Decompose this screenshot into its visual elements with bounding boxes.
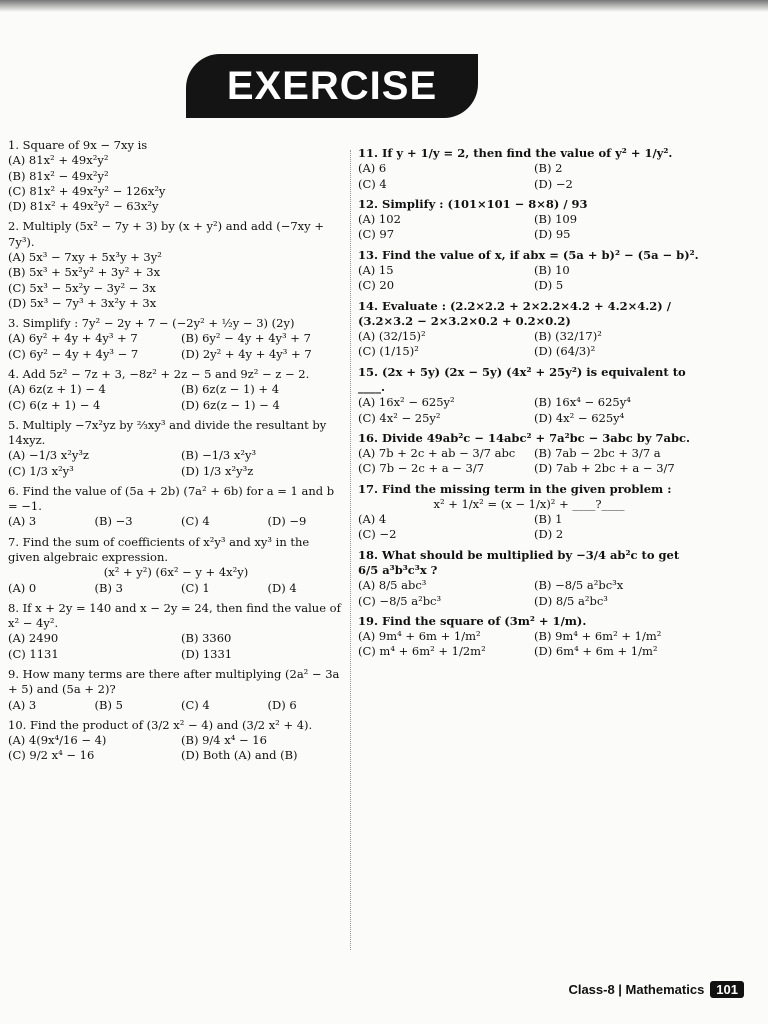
option: (A) 9m⁴ + 6m + 1/m² — [358, 629, 481, 644]
option: (B) 81x² − 49x²y² — [8, 168, 109, 183]
option: (D) −9 — [267, 514, 307, 529]
question-text: 7. Find the sum of coefficients of x²y³ and xy³ in the given algebraic expression. — [8, 534, 310, 565]
question — [8, 484, 344, 530]
question-text: 15. (2x + 5y) (2x − 5y) (4x² + 25y²) is equivalent to ____. — [358, 364, 686, 394]
option: (D) −2 — [534, 176, 573, 191]
question — [358, 482, 700, 543]
option: (D) 2 — [534, 527, 564, 542]
question-text: 10. Find the product of (3/2 x² − 4) and (3/2 x² + 4). — [8, 717, 313, 732]
option: (A) 6 — [358, 161, 387, 176]
options — [358, 578, 700, 609]
footer-label: Class-8 | Mathematics — [568, 982, 705, 997]
option: (B) 3360 — [181, 631, 232, 646]
option: (C) 6(z + 1) − 4 — [8, 397, 101, 412]
question — [8, 418, 344, 479]
option: (B) 3 — [94, 580, 123, 595]
option: (A) 4(9x⁴/16 − 4) — [8, 733, 107, 748]
question — [358, 431, 700, 477]
option: (D) 7ab + 2bc + a − 3/7 — [534, 461, 675, 476]
options — [358, 446, 700, 477]
options — [8, 581, 344, 596]
option: (A) 2490 — [8, 631, 59, 646]
options — [8, 514, 344, 529]
option: (C) 4 — [358, 176, 387, 191]
question-text: 4. Add 5z² − 7z + 3, −8z² + 2z − 5 and 9z² − z − 2. — [8, 366, 310, 381]
option: (A) 6y² + 4y + 4y³ + 7 — [8, 331, 138, 346]
option: (D) 1331 — [181, 646, 233, 661]
options — [358, 395, 700, 426]
option: (C) 6y² − 4y + 4y³ − 7 — [8, 346, 139, 361]
option: (C) 1/3 x²y³ — [8, 463, 74, 478]
option: (A) 102 — [358, 212, 401, 227]
option: (A) 5x³ − 7xy + 5x³y + 3y² — [8, 249, 162, 264]
question-text: 14. Evaluate : (2.2×2.2 + 2×2.2×4.2 + 4.2×4.2) / (3.2×3.2 − 2×3.2×0.2 + 0.2×0.2) — [358, 298, 671, 328]
option: (B) −1/3 x²y³ — [181, 448, 257, 463]
option: (C) 4 — [181, 514, 210, 529]
question — [358, 365, 700, 426]
option: (A) 81x² + 49x²y² — [8, 153, 109, 168]
option: (B) 7ab − 2bc + 3/7 a — [534, 446, 661, 461]
option: (D) 5x³ − 7y³ + 3x²y + 3x — [8, 295, 157, 310]
option: (D) 1/3 x²y³z — [181, 463, 254, 478]
question-text: 11. If y + 1/y = 2, then find the value of y² + 1/y². — [358, 146, 673, 160]
option: (B) 1 — [534, 512, 563, 527]
option: (A) 4 — [358, 512, 387, 527]
option: (C) 9/2 x⁴ − 16 — [8, 748, 95, 763]
option: (D) 6 — [267, 697, 297, 712]
option: (A) 16x² − 625y² — [358, 395, 455, 410]
question — [8, 718, 344, 764]
option: (B) 109 — [534, 212, 578, 227]
question-text: 3. Simplify : 7y² − 2y + 7 − (−2y² + ½y − 3) (2y) — [8, 316, 295, 331]
question — [8, 219, 344, 311]
option: (D) 81x² + 49x²y² − 63x²y — [8, 199, 159, 214]
options — [358, 512, 700, 543]
options — [8, 382, 344, 413]
question-text: 18. What should be multiplied by −3/4 ab²c to get 6/5 a³b³c³x ? — [358, 547, 680, 578]
option: (A) 3 — [8, 514, 37, 529]
question — [8, 535, 344, 596]
question — [358, 146, 700, 192]
option: (B) 9/4 x⁴ − 16 — [181, 733, 267, 748]
option: (D) 4x² − 625y⁴ — [534, 410, 625, 425]
option: (D) 8/5 a²bc³ — [534, 593, 608, 608]
option: (B) (32/17)² — [534, 329, 602, 344]
option: (C) m⁴ + 6m² + 1/2m² — [358, 644, 486, 659]
option: (C) −2 — [358, 527, 397, 542]
page-shadow — [0, 0, 768, 12]
options — [358, 629, 700, 660]
question-text: 5. Multiply −7x²yz by ⅔xy³ and divide the resultant by 14xyz. — [8, 417, 327, 448]
question-text: 16. Divide 49ab²c − 14abc² + 7a²bc − 3abc by 7abc. — [358, 430, 691, 445]
option: (B) −8/5 a²bc³x — [534, 578, 624, 593]
question-expression: x² + 1/x² = (x − 1/x)² + ____?____ — [433, 496, 625, 511]
option: (B) 5x³ + 5x²y² + 3y² + 3x — [8, 265, 161, 280]
option: (B) 6z(z − 1) + 4 — [181, 382, 280, 397]
option: (A) (32/15)² — [358, 329, 426, 344]
question-text: 8. If x + 2y = 140 and x − 2y = 24, then find the value of x² − 4y². — [8, 600, 341, 631]
option: (C) 4x² − 25y² — [358, 410, 441, 425]
option: (C) 20 — [358, 278, 395, 293]
option: (B) 9m⁴ + 6m² + 1/m² — [534, 629, 662, 644]
options — [358, 329, 700, 360]
question-text: 9. How many terms are there after multiplying (2a² − 3a + 5) and (5a + 2)? — [8, 667, 340, 697]
question-text: 13. Find the value of x, if abx = (5a + b)² − (5a − b)². — [358, 247, 699, 262]
option: (B) 10 — [534, 262, 570, 277]
option: (A) 7b + 2c + ab − 3/7 abc — [358, 446, 516, 461]
options — [8, 698, 344, 713]
right-column — [358, 146, 700, 665]
options — [8, 733, 344, 764]
options — [358, 263, 700, 294]
option: (D) (64/3)² — [534, 344, 596, 359]
option: (C) 7b − 2c + a − 3/7 — [358, 461, 485, 476]
question-text: 1. Square of 9x − 7xy is — [8, 138, 148, 152]
option: (A) 0 — [8, 580, 37, 595]
column-divider — [350, 150, 351, 950]
option: (B) 6y² − 4y + 4y³ + 7 — [181, 331, 311, 346]
question — [358, 548, 700, 609]
options — [358, 161, 700, 192]
option: (D) 6z(z − 1) − 4 — [181, 397, 280, 412]
question — [358, 614, 700, 660]
options — [8, 250, 344, 311]
question — [8, 667, 344, 713]
options — [8, 153, 344, 214]
question-expression: (x² + y²) (6x² − y + 4x²y) — [103, 565, 249, 580]
option: (C) 1131 — [8, 646, 59, 661]
question-text: 19. Find the square of (3m² + 1/m). — [358, 613, 587, 628]
options — [8, 448, 344, 479]
option: (D) Both (A) and (B) — [181, 748, 298, 763]
option: (D) 95 — [534, 227, 571, 242]
question — [8, 138, 344, 214]
option: (A) 8/5 abc³ — [358, 578, 427, 593]
question — [8, 316, 344, 362]
option: (A) 3 — [8, 697, 37, 712]
option: (C) (1/15)² — [358, 344, 419, 359]
option: (C) 97 — [358, 227, 395, 242]
options — [8, 631, 344, 662]
option: (B) 16x⁴ − 625y⁴ — [534, 395, 631, 410]
question-text: 17. Find the missing term in the given problem : — [358, 481, 672, 496]
question-text: 6. Find the value of (5a + 2b) (7a² + 6b) for a = 1 and b = −1. — [8, 483, 335, 514]
question — [8, 367, 344, 413]
option: (B) 5 — [94, 697, 123, 712]
option: (C) 5x³ − 5x²y − 3y² − 3x — [8, 280, 156, 295]
option: (A) −1/3 x²y³z — [8, 448, 89, 463]
option: (D) 6m⁴ + 6m + 1/m² — [534, 644, 658, 659]
option: (C) 81x² + 49x²y² − 126x²y — [8, 183, 166, 198]
option: (D) 4 — [267, 580, 297, 595]
option: (D) 2y² + 4y + 4y³ + 7 — [181, 346, 312, 361]
exercise-banner — [186, 54, 478, 118]
question — [358, 197, 700, 243]
page-number: 101 — [710, 981, 744, 998]
question — [358, 248, 700, 294]
option: (B) −3 — [94, 514, 133, 529]
question — [358, 299, 700, 360]
left-column — [8, 138, 344, 769]
option: (A) 6z(z + 1) − 4 — [8, 382, 106, 397]
options — [358, 212, 700, 243]
option: (C) 4 — [181, 697, 210, 712]
page-title: EXERCISE — [226, 63, 438, 108]
option: (C) −8/5 a²bc³ — [358, 593, 442, 608]
option: (C) 1 — [181, 580, 210, 595]
options — [8, 331, 344, 362]
option: (D) 5 — [534, 278, 564, 293]
question — [8, 601, 344, 662]
question-text: 12. Simplify : (101×101 − 8×8) / 93 — [358, 196, 588, 211]
option: (B) 2 — [534, 161, 563, 176]
page-footer — [568, 981, 744, 998]
question-text: 2. Multiply (5x² − 7y + 3) by (x + y²) and add (−7xy + 7y³). — [8, 219, 324, 249]
option: (A) 15 — [358, 262, 394, 277]
